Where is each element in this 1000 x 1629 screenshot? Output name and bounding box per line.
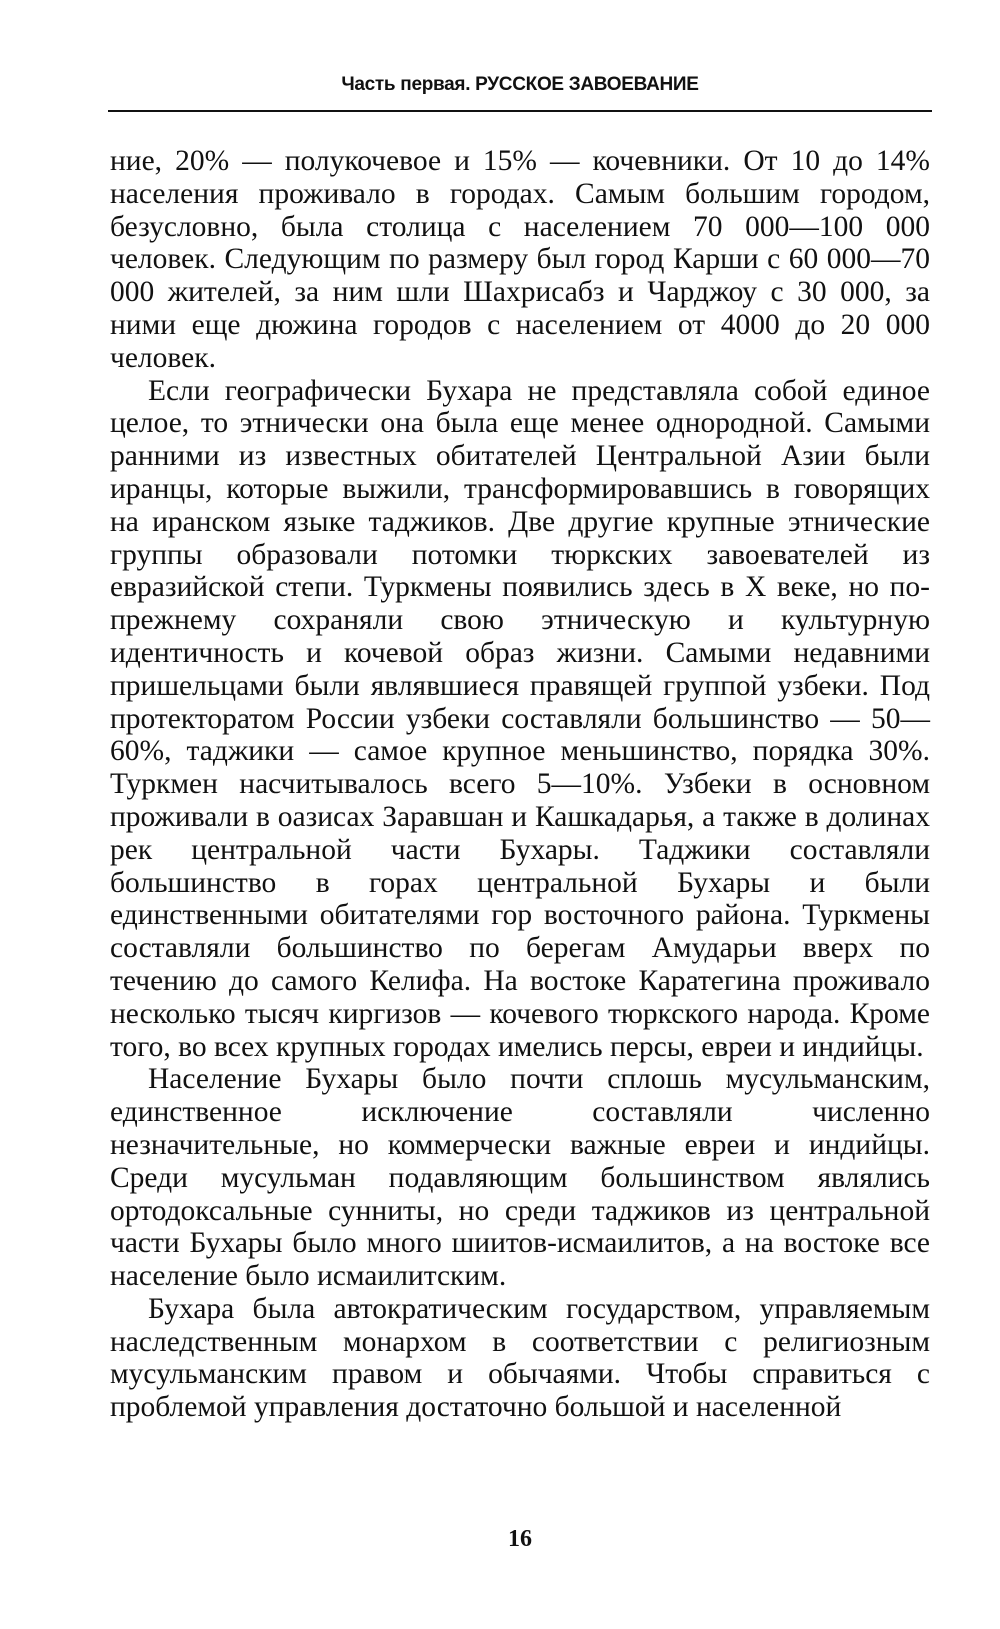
running-head: Часть первая. РУССКОЕ ЗАВОЕВАНИЕ [341, 74, 699, 95]
header-rule [108, 110, 932, 112]
body-text [110, 145, 930, 1424]
paragraph-1: ние, 20% — полукочевое и 15% — кочевники. От 10 до 14% населения проживало в городах. Самым большим городом, безусловно, была столица с населением 70 000—100 000 человек. Следующим по размеру был город Карши с 60 000—70 000 жителей, за ним шли Шахрисабз и Чарджоу с 30 000, за ними еще дюжина городов с населением от 4000 до 20 000 человек. [110, 145, 930, 374]
paragraph-2: Если географически Бухара не представляла собой единое целое, то этнически она была еще менее однородной. Самыми ранними из известных обитателей Центральной Азии были иранцы, которые выжили, трансформировавшись в говорящих на иранском языке таджиков. Две другие крупные этнические группы образовали потомки тюркских завоевателей из евразийской степи. Туркмены появились здесь в X веке, но по-прежнему сохраняли свою этническую и культурную идентичность и кочевой образ жизни. Самыми недавними пришельцами были являвшиеся правящей группой узбеки. Под протекторатом России узбеки составляли большинство — 50—60%, таджики — самое крупное меньшинство, порядка 30%. Туркмен насчитывалось всего 5—10%. Узбеки в основном проживали в оазисах Заравшан и Кашкадарья, а также в долинах рек центральной части Бухары. Таджики составляли большинство в горах центральной Бухары и были единственными обитателями гор восточного района. Туркмены составляли большинство по берегам Амударьи вверх по течению до самого Келифа. На востоке Каратегина проживало несколько тысяч киргизов — кочевого тюркского народа. Кроме того, во всех крупных городах имелись персы, евреи и индийцы. [110, 374, 930, 1063]
paragraph-3: Население Бухары было почти сплошь мусульманским, единственное исключение составляли численно незначительные, но коммерчески важные евреи и индийцы. Среди мусульман подавляющим большинством являлись ортодоксальные сунниты, но среди таджиков из центральной части Бухары было много шиитов-исмаилитов, а на востоке все население было исмаилитским. [110, 1063, 930, 1293]
page-number: 16 [508, 1526, 532, 1552]
paragraph-4: Бухара была автократическим государством, управляемым наследственным монархом в соответствии с религиозным мусульманским правом и обычаями. Чтобы справиться с проблемой управления достаточно большой и населенной [110, 1292, 930, 1424]
